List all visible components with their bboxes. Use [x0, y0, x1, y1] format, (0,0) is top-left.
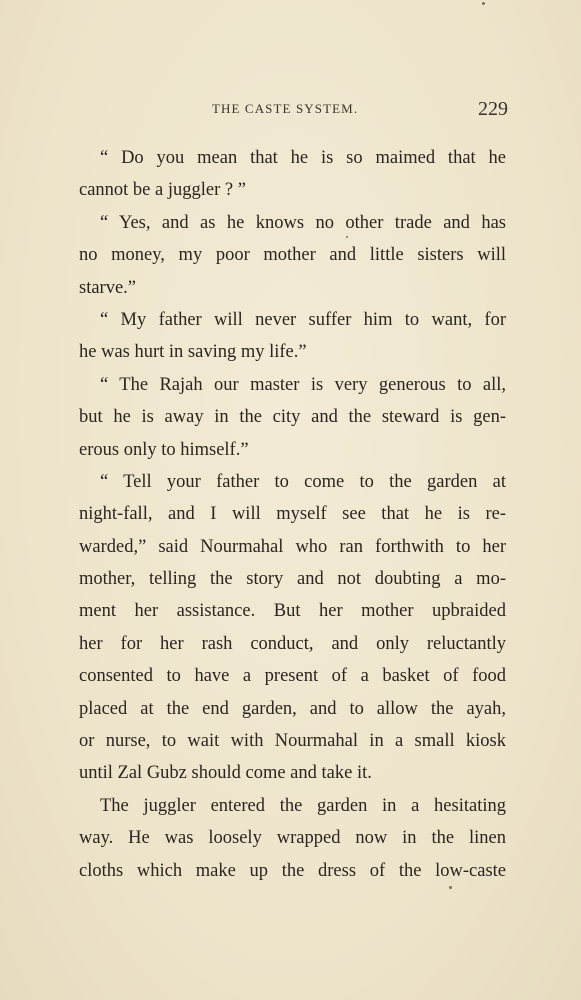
text-line: mother, telling the story and not doubting a mo- [79, 569, 506, 590]
text-line: way. He was loosely wrapped now in the linen [79, 828, 506, 849]
running-title: THE CASTE SYSTEM. [212, 101, 359, 116]
body-text [79, 142, 506, 887]
text-line: ment her assistance. But her mother upbraided [79, 601, 506, 622]
text-line: he was hurt in saving my life.” [79, 342, 307, 363]
text-line: warded,” said Nourmahal who ran forthwith to her [79, 536, 506, 557]
text-line: her for her rash conduct, and only reluctantly [79, 633, 506, 654]
text-line: or nurse, to wait with Nourmahal in a small kiosk [79, 731, 506, 752]
text-line: cannot be a juggler ? ” [79, 180, 246, 201]
text-line: consented to have a present of a basket of food [79, 666, 506, 687]
text-line: “ Do you mean that he is so maimed that he [100, 148, 506, 168]
print-speck [482, 2, 485, 5]
text-line: “ My father will never suffer him to want, for [100, 309, 506, 330]
text-line: but he is away in the city and the steward is gen- [79, 407, 506, 428]
print-speck [449, 886, 452, 889]
text-line: “ Tell your father to come to the garden at [100, 471, 506, 492]
text-line: night-fall, and I will myself see that he is re- [79, 504, 506, 525]
text-line: placed at the end garden, and to allow the ayah, [79, 698, 506, 719]
text-line: “ Yes, and as he knows no other trade and has [100, 212, 506, 233]
text-line: starve.” [79, 277, 137, 298]
text-line: until Zal Gubz should come and take it. [79, 763, 372, 784]
page-number: 229 [478, 98, 508, 120]
text-line: no money, my poor mother and little sisters will [79, 245, 506, 266]
text-line: The juggler entered the garden in a hesitating [100, 795, 506, 816]
text-line: erous only to himself.” [79, 439, 249, 460]
text-line: cloths which make up the dress of the low-caste [79, 860, 506, 881]
text-line: “ The Rajah our master is very generous to all, [100, 374, 506, 395]
print-speck [346, 236, 348, 238]
page-header [0, 98, 581, 122]
